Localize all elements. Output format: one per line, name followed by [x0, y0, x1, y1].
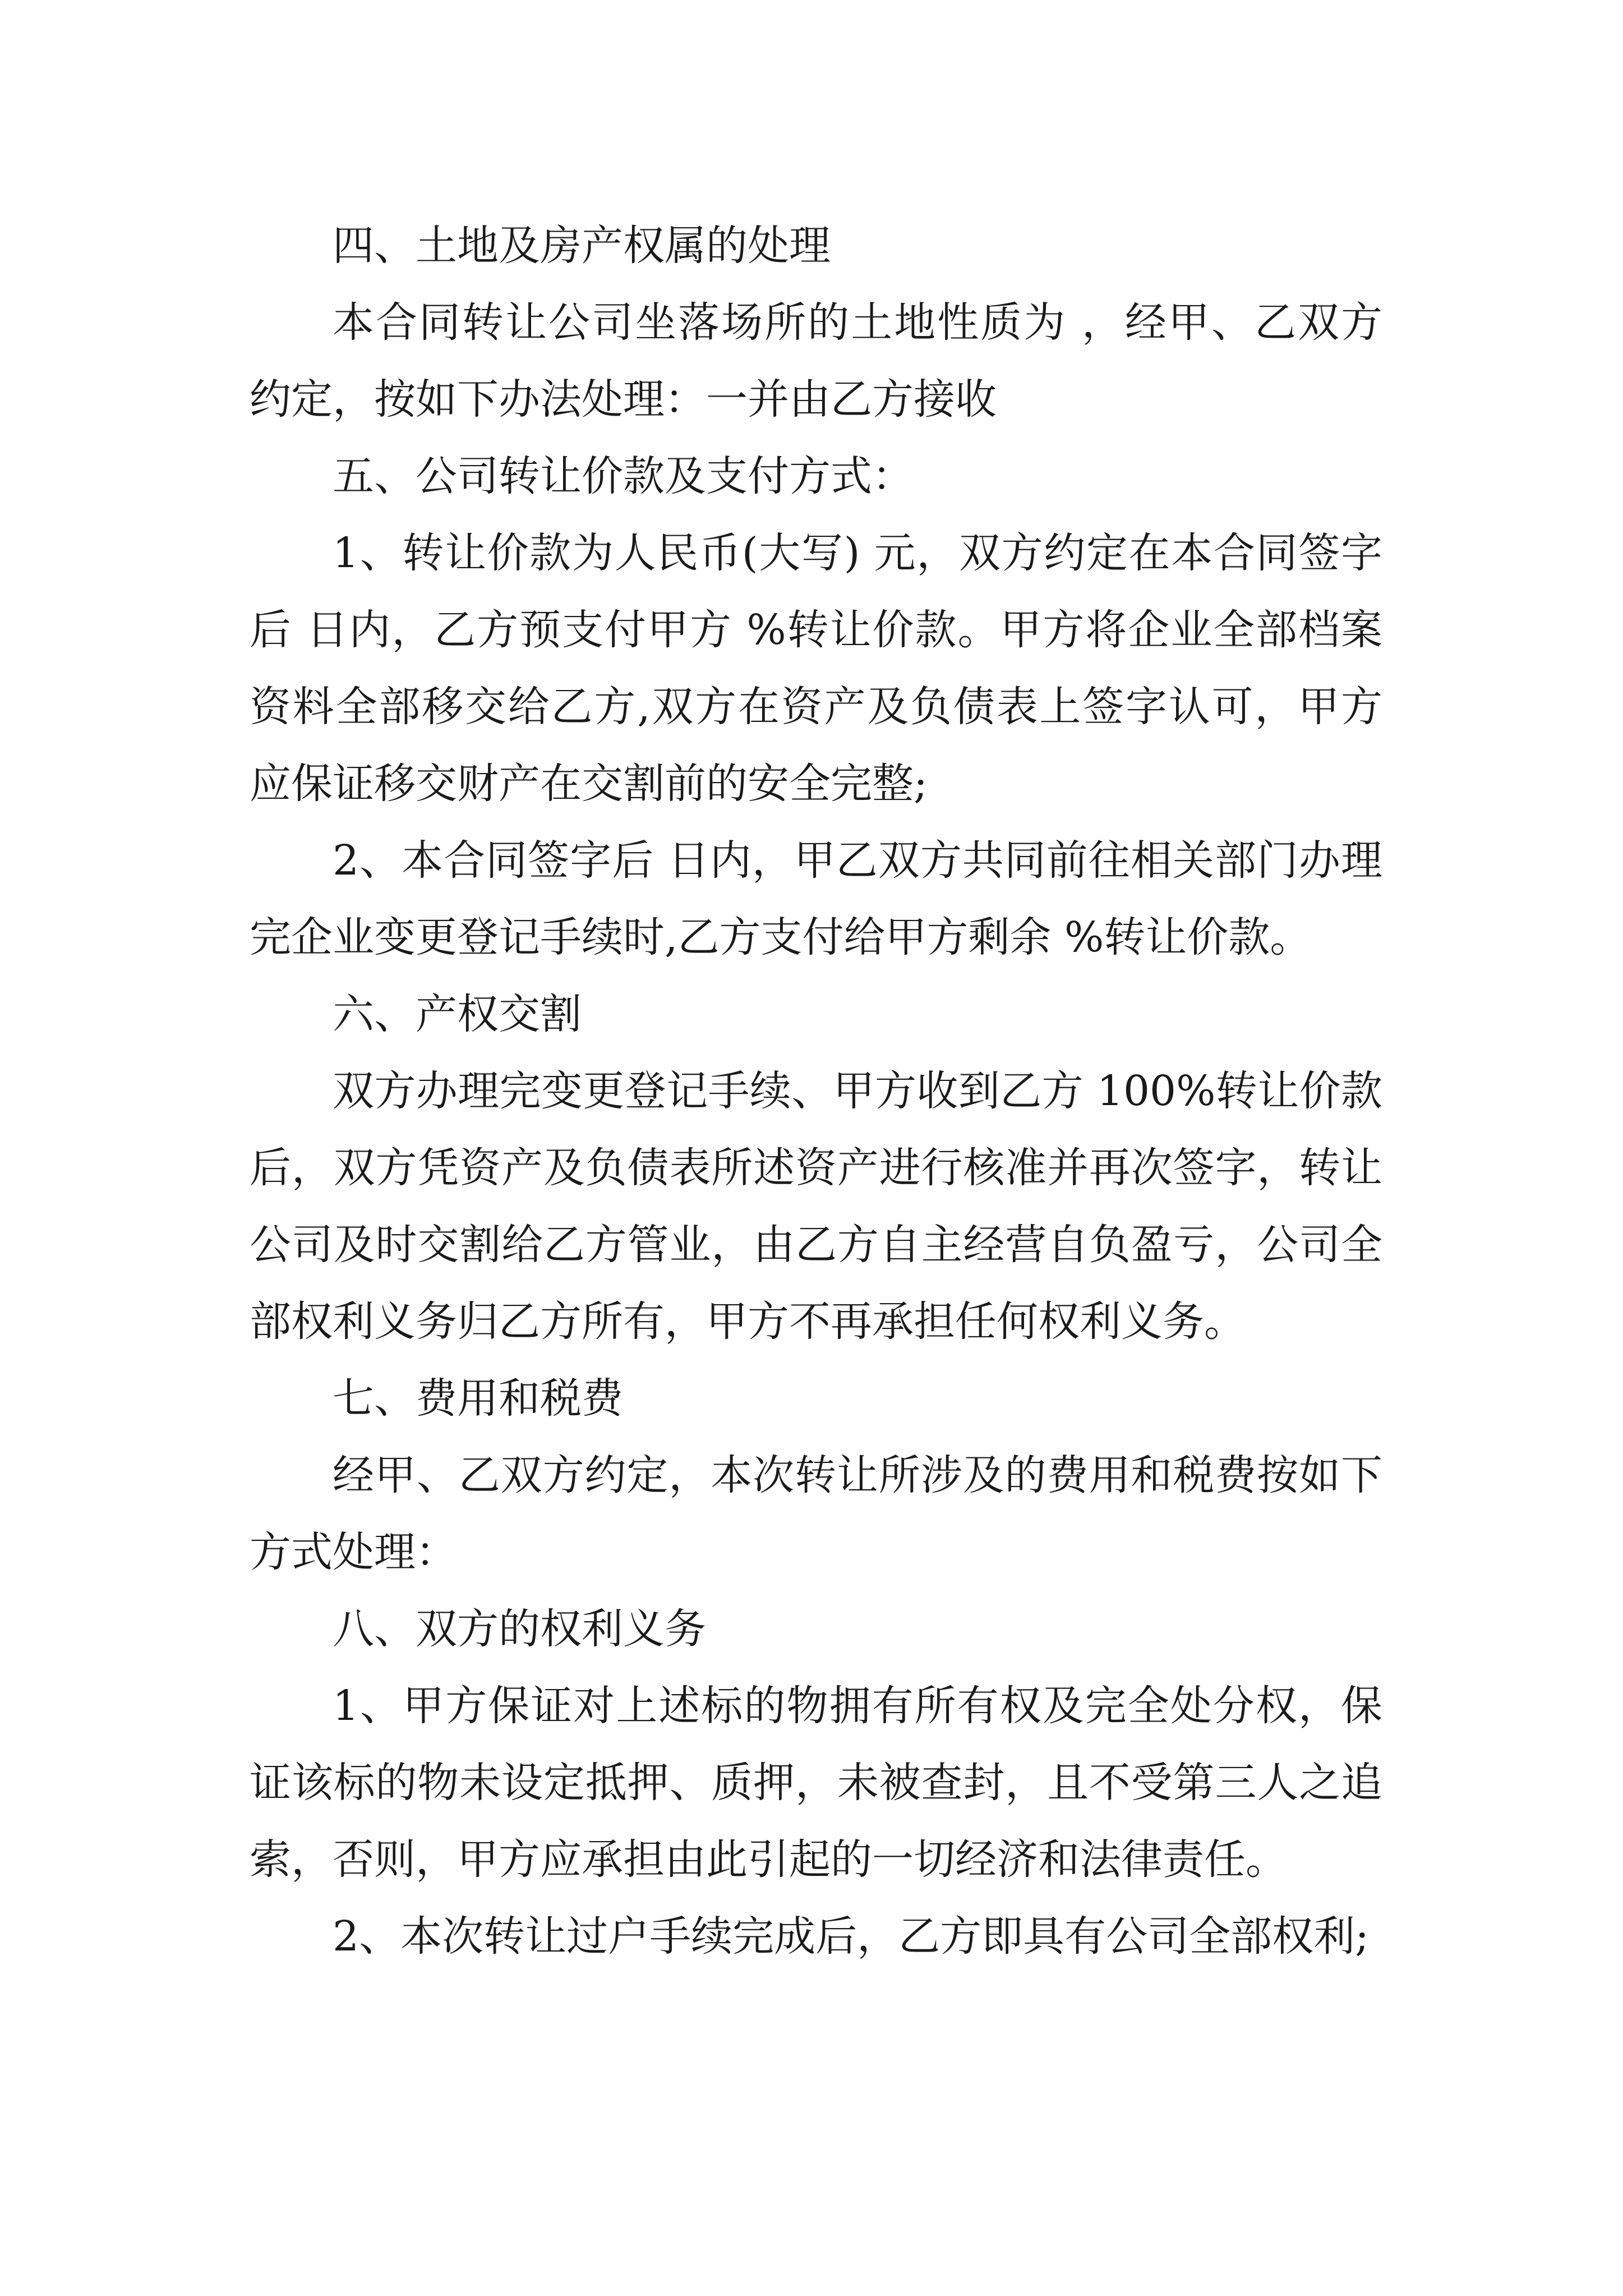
paragraph-land-nature: 本合同转让公司坐落场所的土地性质为 ，经甲、乙双方约定，按如下办法处理：一并由乙方接收	[250, 298, 1382, 424]
section-heading-price-payment: 五、公司转让价款及支付方式：	[333, 452, 914, 500]
paragraph-rights-clause-1: 1、甲方保证对上述标的物拥有所有权及完全处分权，保证该标的物未设定抵押、质押，未被查封，且不受第三人之追索，否则，甲方应承担由此引起的一切经济和法律责任。	[250, 1682, 1382, 1884]
document-body	[250, 208, 1382, 1975]
paragraph-property-transfer: 双方办理完变更登记手续、甲方收到乙方 100%转让价款后，双方凭资产及负债表所述资产进行核准并再次签字，转让公司及时交割给乙方管业，由乙方自主经营自负盈亏，公司全部权利义务归乙方所有，甲方不再承担任何权利义务。	[250, 1067, 1382, 1346]
section-heading-land-property: 四、土地及房产权属的处理	[333, 222, 831, 270]
paragraph-fees-taxes: 经甲、乙双方约定，本次转让所涉及的费用和税费按如下方式处理：	[250, 1451, 1382, 1576]
section-heading-rights-obligations: 八、双方的权利义务	[333, 1605, 706, 1653]
section-heading-fees-taxes: 七、费用和税费	[333, 1374, 623, 1423]
section-heading-property-transfer: 六、产权交割	[333, 990, 582, 1038]
paragraph-payment-clause-2: 2、本合同签字后 日内，甲乙双方共同前往相关部门办理完企业变更登记手续时,乙方支付给甲方剩余 %转让价款。	[250, 836, 1382, 961]
paragraph-payment-clause-1: 1、转让价款为人民币(大写) 元，双方约定在本合同签字后 日内，乙方预支付甲方 %转让价款。甲方将企业全部档案资料全部移交给乙方,双方在资产及负债表上签字认可，甲方应保证移交财产在交割前的安全完整;	[250, 529, 1382, 808]
paragraph-rights-clause-2: 2、本次转让过户手续完成后，乙方即具有公司全部权利;	[333, 1912, 1370, 1961]
